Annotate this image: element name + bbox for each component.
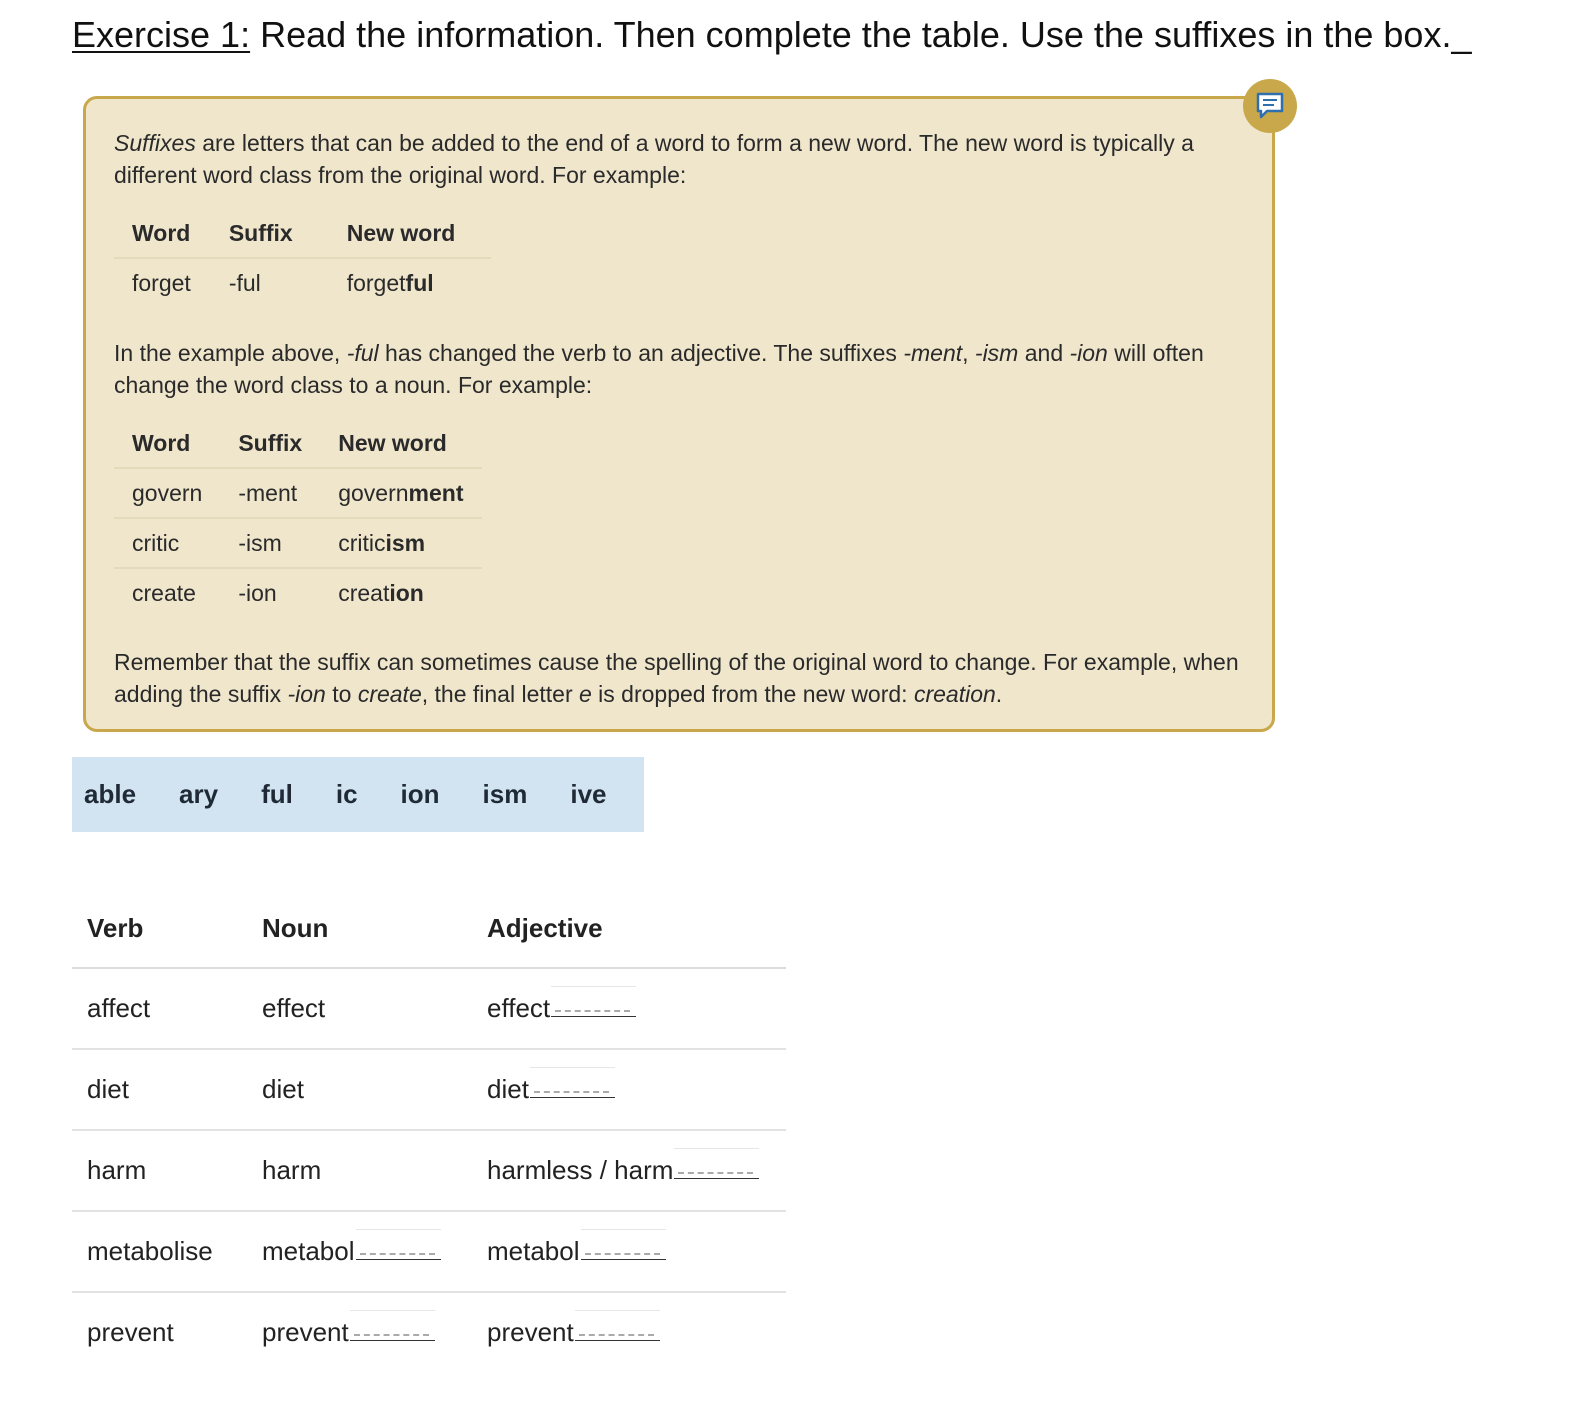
answer-blank[interactable]: [530, 1075, 615, 1098]
noun-cell: prevent: [247, 1292, 472, 1372]
example-table-1: [114, 209, 491, 307]
header-new-word: New word: [320, 419, 481, 468]
table-row: [72, 1130, 786, 1211]
noun-cell: harm: [247, 1130, 472, 1211]
table-row: [72, 968, 786, 1049]
noun-cell: diet: [247, 1049, 472, 1130]
suffix-cell: -ism: [220, 518, 320, 568]
suffix-item: ive: [570, 779, 607, 809]
suffix-cell: -ful: [228, 269, 261, 296]
adjective-cell: harmless / harm: [472, 1130, 786, 1211]
suffix-item: ary: [179, 779, 219, 809]
suffix-item: able: [84, 779, 137, 809]
answer-blank[interactable]: [356, 1237, 441, 1260]
table-row: [72, 1049, 786, 1130]
exercise-label: Exercise 1:: [72, 14, 251, 55]
comment-icon[interactable]: [1243, 79, 1297, 133]
answer-blank[interactable]: [674, 1156, 759, 1179]
answer-blank[interactable]: [350, 1318, 435, 1341]
new-word-cell: government: [320, 468, 481, 518]
suffix-cell: -ment: [220, 468, 320, 518]
header-new-word: New word: [329, 209, 492, 258]
suffix-item: ful: [261, 779, 293, 809]
suffix-item: ism: [482, 779, 528, 809]
verb-cell: affect: [72, 968, 247, 1049]
noun-suffix-paragraph: In the example above, -ful has changed the verb to an adjective. The suffixes -ment, -ism and -ion will often change the word class to a noun. For example:: [114, 340, 1204, 398]
information-box: [83, 96, 1275, 732]
header-verb: Verb: [72, 889, 247, 968]
word-cell: critic: [114, 518, 220, 568]
suffix-box: [72, 757, 644, 832]
verb-cell: prevent: [87, 1317, 174, 1347]
suffixes-term: Suffixes: [114, 130, 196, 156]
intro-paragraph: [114, 127, 1254, 191]
answer-blank[interactable]: [581, 1237, 666, 1260]
noun-cell: effect: [247, 968, 472, 1049]
adjective-cell: diet: [472, 1049, 786, 1130]
spelling-paragraph: Remember that the suffix can sometimes cause the spelling of the original word to change. For example, when adding the suffix -ion to create, the final letter e is dropped from the new word: creation.: [114, 649, 1239, 707]
verb-cell: diet: [72, 1049, 247, 1130]
word-cell: create: [132, 579, 196, 606]
header-adjective: Adjective: [472, 889, 786, 968]
verb-cell: harm: [72, 1130, 247, 1211]
new-word-cell: criticism: [320, 518, 481, 568]
table-row: [114, 258, 491, 307]
word-class-table: [72, 889, 786, 1372]
exercise-instruction: Read the information. Then complete the table. Use the suffixes in the box._: [250, 14, 1472, 55]
adjective-cell: metabol: [472, 1211, 786, 1292]
new-word-cell: creation: [338, 579, 424, 606]
exercise-heading: [72, 14, 1471, 56]
example-table-2: [114, 419, 482, 617]
header-suffix: Suffix: [220, 419, 320, 468]
table-row: [72, 1211, 786, 1292]
word-cell: govern: [114, 468, 220, 518]
suffix-cell: -ion: [238, 579, 277, 606]
verb-cell: metabolise: [72, 1211, 247, 1292]
answer-blank[interactable]: [575, 1318, 660, 1341]
header-suffix: Suffix: [211, 209, 329, 258]
table-row: [114, 468, 482, 518]
word-cell: forget: [132, 269, 191, 296]
header-word: Word: [114, 209, 211, 258]
noun-cell: metabol: [247, 1211, 472, 1292]
suffix-item: ic: [335, 779, 358, 809]
header-word: Word: [114, 419, 220, 468]
new-word-cell: forgetful: [346, 269, 434, 296]
header-noun: Noun: [247, 889, 472, 968]
suffix-item: ion: [400, 779, 440, 809]
table-row: [72, 1292, 786, 1372]
table-row: [114, 518, 482, 568]
answer-blank[interactable]: [551, 994, 636, 1017]
adjective-cell: prevent: [472, 1292, 786, 1372]
intro-text: are letters that can be added to the end of a word to form a new word. The new word is typically a different word class from the original word. For example:: [114, 130, 1194, 188]
adjective-cell: effect: [472, 968, 786, 1049]
table-row: [114, 568, 482, 617]
